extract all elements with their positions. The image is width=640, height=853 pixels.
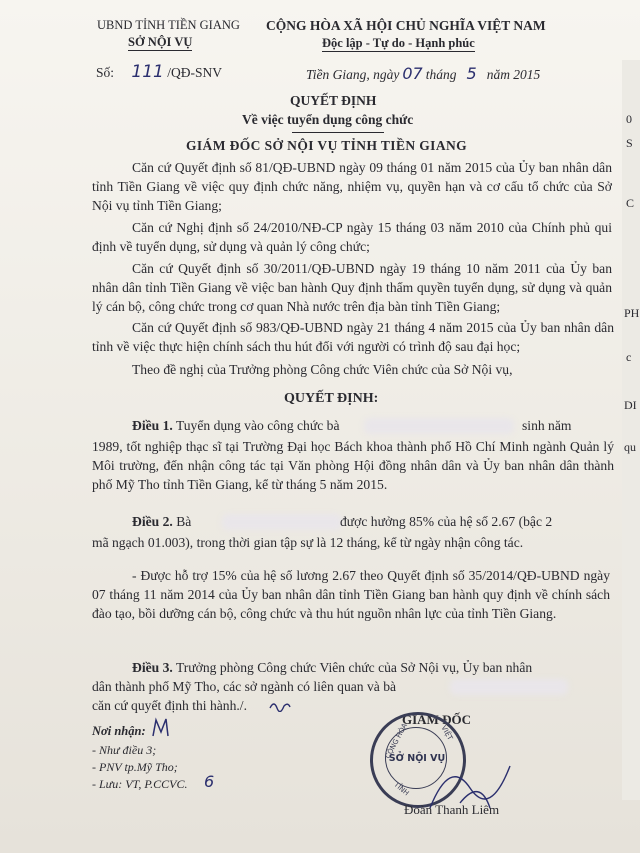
- year-text: năm 2015: [486, 67, 541, 82]
- article-1-birth: sinh năm: [522, 418, 572, 433]
- legal-basis: Căn cứ Nghị định số 24/2010/NĐ-CP ngày 15 tháng 03 năm 2010 của Chính phủ qui định về tuyển dụng, sử dụng và quản lý công chức;: [92, 220, 612, 254]
- adjacent-page-edge: [622, 60, 640, 800]
- edge-glyph: C: [626, 196, 635, 210]
- article-2-support: - Được hỗ trợ 15% của hệ số lương 2.67 theo Quyết định số 35/2014/QĐ-UBND ngày 07 tháng 11 năm 2014 của Ủy ban nhân dân tỉnh Tiền Giang ban hành quy định về chính sách đào tạo, bồi dưỡng cán bộ, công chức và thu hút nguồn nhân lực của tỉnh Tiền Giang.: [92, 568, 610, 621]
- national-motto: Độc lập - Tự do - Hạnh phúc: [322, 36, 475, 50]
- article-3-label: Điều 3.: [132, 660, 173, 675]
- legal-basis: Căn cứ Quyết định số 30/2011/QĐ-UBND ngày 19 tháng 10 năm 2011 của Ủy ban nhân dân tỉnh Tiền Giang về việc ban hành Quy định thẩm quyền tuyển dụng, sử dụng và quản lý cán bộ, công chức trong cơ quan Nhà nước trên địa bàn tỉnh Tiền Giang;: [92, 261, 612, 314]
- decision-heading: QUYẾT ĐỊNH:: [284, 391, 379, 406]
- legal-basis: Căn cứ Quyết định số 983/QĐ-UBND ngày 21 tháng 4 năm 2015 của Ủy ban nhân dân tỉnh về việc thực hiện chính sách thu hút đối với người có trình độ sau đại học;: [92, 320, 614, 354]
- article-3-line1: [132, 660, 532, 676]
- country-name: CỘNG HÒA XÃ HỘI CHỦ NGHĨA VIỆT NAM: [266, 18, 546, 33]
- agency-name: SỞ NỘI VỤ: [128, 35, 193, 49]
- handwritten-mark: [268, 698, 292, 712]
- redacted-name: [222, 514, 342, 530]
- edge-glyph: 0: [626, 112, 632, 126]
- recipients-heading: Nơi nhận:: [92, 724, 146, 738]
- article-2-salary: được hưởng 85% của hệ số 2.67 (bậc 2: [340, 514, 553, 529]
- edge-glyph: c: [626, 350, 632, 364]
- number-label: Số:: [96, 65, 115, 80]
- signer-title: GIÁM ĐỐC: [402, 712, 471, 727]
- recipient-item: - PNV tp.Mỹ Tho;: [92, 760, 178, 774]
- seal-ring-text: CỘNG HÒA: [383, 722, 409, 760]
- article-2-body: mã ngạch 01.003), trong thời gian tập sự là 12 tháng, kể từ ngày nhận công tác.: [92, 535, 524, 550]
- article-1-body: 1989, tốt nghiệp thạc sĩ tại Trường Đại học Bách khoa thành phố Hồ Chí Minh ngành Quản lý Môi trường, đến nhận công tác tại Văn phòng Hội đồng nhân dân và Ủy ban nhân dân thành phố Mỹ Tho tỉnh Tiền Giang, kể từ tháng 5 năm 2015.: [92, 439, 614, 492]
- article-2-line1: [132, 514, 191, 530]
- seal-label: SỞ NỘI VỤ: [388, 753, 446, 764]
- article-1-label: Điều 1.: [132, 418, 173, 433]
- number-suffix: /QĐ-SNV: [167, 65, 222, 80]
- article-3-line3: căn cứ quyết định thi hành./.: [92, 698, 247, 713]
- month-handwritten: 5: [466, 64, 477, 83]
- place-date-prefix: Tiền Giang, ngày: [306, 67, 400, 82]
- legal-basis: Căn cứ Quyết định số 81/QĐ-UBND ngày 09 tháng 01 năm 2015 của Ủy ban nhân dân tỉnh Tiền Giang về việc quy định chức năng, nhiệm vụ, quyền hạn và cơ cấu tổ chức của Sở Nội vụ tỉnh Tiền Giang;: [92, 160, 612, 213]
- article-3-text: Trưởng phòng Công chức Viên chức của Sở Nội vụ, Ủy ban nhân: [175, 660, 533, 675]
- seal-ring-text: TỈNH: [392, 780, 411, 798]
- legal-basis: Theo đề nghị của Trưởng phòng Công chức Viên chức của Sở Nội vụ,: [132, 362, 513, 377]
- seal-ring-text: VIỆT: [439, 724, 455, 742]
- handwritten-initials: [150, 716, 172, 740]
- agency-parent: UBND TỈNH TIỀN GIANG: [97, 18, 240, 32]
- article-2-start: Bà: [176, 514, 192, 529]
- place-and-date: [306, 64, 540, 83]
- article-3-line2: dân thành phố Mỹ Tho, các sở ngành có liên quan và bà: [92, 679, 397, 694]
- edge-glyph: DI: [624, 398, 637, 412]
- day-handwritten: 07: [402, 64, 423, 83]
- issuer-title: GIÁM ĐỐC SỞ NỘI VỤ TỈNH TIỀN GIANG: [186, 138, 468, 153]
- recipient-item: - Như điều 3;: [92, 743, 157, 757]
- recipient-item: - Lưu: VT, P.CCVC.: [92, 777, 188, 791]
- edge-glyph: PH: [624, 306, 640, 320]
- signer-name: Đoàn Thanh Liêm: [404, 802, 500, 817]
- document-subject: Về việc tuyển dụng công chức: [242, 112, 414, 127]
- document-type: QUYẾT ĐỊNH: [290, 93, 377, 108]
- article-1-text: Tuyển dụng vào công chức bà: [175, 418, 340, 433]
- article-1-line1: [132, 418, 339, 434]
- article-2-label: Điều 2.: [132, 514, 173, 529]
- subject-underline: [292, 132, 384, 133]
- number-handwritten: 111: [131, 62, 164, 82]
- edge-glyph: S: [626, 136, 633, 150]
- recipient-handwritten-count: 6: [204, 772, 215, 791]
- redacted-name: [450, 679, 568, 695]
- edge-glyph: qu: [624, 440, 636, 454]
- month-label: tháng: [425, 67, 457, 82]
- document-number: [96, 62, 222, 82]
- redacted-name: [364, 418, 514, 434]
